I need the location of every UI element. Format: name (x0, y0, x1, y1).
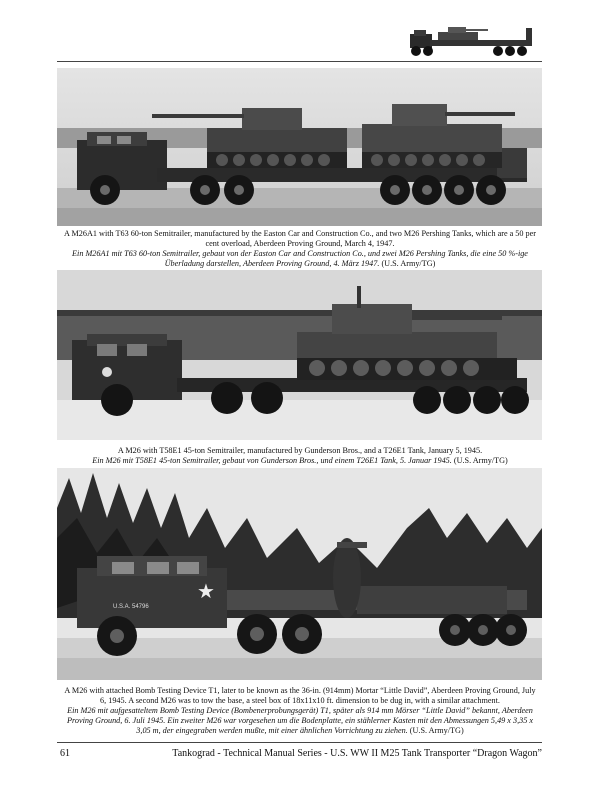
photo-m26-t58e1-trailer (57, 270, 542, 440)
photo-credit: (U.S. Army/TG) (453, 456, 508, 465)
truck-star-marking: ★ (197, 581, 215, 603)
photo-caption (62, 446, 538, 466)
truck-registration-marking: U.S.A. 54796 (113, 604, 149, 610)
photo-m26-little-david-mortar (57, 468, 542, 680)
caption-english: A M26 with attached Bomb Testing Device T1, later to be known as the 36-in. (914mm) Mortar “Little David”, Aberdeen Proving Ground, July 6, 1945. A second M26 was to tow the base, a steel box of 18x11x10 ft. dimension to be dug in, with a similar attachment. (64, 686, 536, 705)
caption-english: A M26 with T58E1 45-ton Semitrailer, manufactured by Gunderson Bros., and a T26E1 Tank, January 5, 1945. (117, 446, 483, 455)
photo-caption (62, 686, 538, 736)
footer-rule (57, 742, 542, 743)
photo-caption (62, 229, 538, 269)
header-thumbnail-image (408, 22, 542, 60)
caption-german: Ein M26 mit aufgesatteltem Bomb Testing Device (Bombenerprobungsgerät) T1, später als 914 mm Mörser “Little David” bekannt, Aberdeen Proving Ground, 6. Juli 1945. Ein zweiter M26 war vorgesehen um die Bodenplatte, ein stählerner Kasten mit den Abmessungen 5,49 x 3,35 x 3,05 m, der eingegraben werden mußte, mit einer ähnlichen Vorrichtung zu ziehen. (66, 706, 533, 735)
header-rule (57, 61, 542, 62)
caption-german: Ein M26A1 mit T63 60-ton Semitrailer, gebaut von der Easton Car and Construction Co., und zwei M26 Pershing Tanks, die eine 50 %-ige Überladung darstellen, Aberdeen Proving Ground, 4. März 1947. (72, 249, 528, 268)
caption-german: Ein M26 mit T58E1 45-ton Semitrailer, gebaut von Gunderson Bros., und einem T26E1 Tank, 5. Januar 1945. (92, 456, 452, 465)
caption-english: A M26A1 with T63 60-ton Semitrailer, manufactured by the Easton Car and Construction Co., and two M26 Pershing Tanks, which are a 50 per cent overload, Aberdeen Proving Ground, March 4, 1947. (64, 229, 536, 248)
photo-credit: (U.S. Army/TG) (381, 259, 436, 268)
photo-m26a1-t63-trailer (57, 68, 542, 226)
photo-credit: (U.S. Army/TG) (409, 726, 464, 735)
page-number: 61 (60, 748, 70, 759)
series-title: Tankograd - Technical Manual Series - U.S. WW II M25 Tank Transporter “Dragon Wagon” (172, 748, 542, 759)
